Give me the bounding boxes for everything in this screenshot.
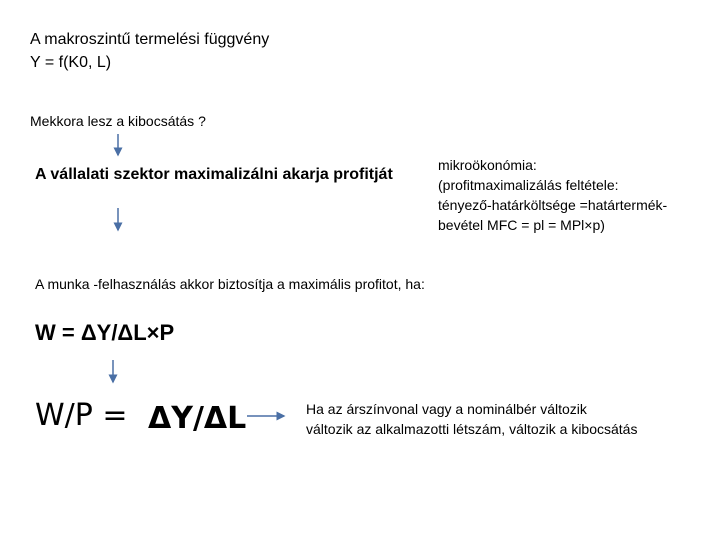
labor-condition-text: A munka -felhasználás akkor biztosítja a maximális profitot, ha: <box>35 276 425 292</box>
profit-maximization-statement: A vállalati szektor maximalizálni akarja profitját <box>35 166 393 183</box>
production-function-formula: Y = f(K0, L) <box>30 54 112 71</box>
real-wage-equation-right: ΔY/ΔL <box>148 401 247 436</box>
slide-title: A makroszintű termelési függvény <box>30 31 270 48</box>
micro-line-1: mikroökonómia: <box>438 157 537 173</box>
wage-equation: W = ΔY/ΔL×P <box>35 320 175 345</box>
output-question: Mekkora lesz a kibocsátás ? <box>30 113 206 129</box>
micro-line-4: bevétel MFC = pl = MPl×p) <box>438 217 605 233</box>
note-line-2: változik az alkalmazotti létszám, változik a kibocsátás <box>306 421 638 437</box>
micro-line-3: tényező-határköltsége =határtermék- <box>438 197 668 213</box>
micro-line-2: (profitmaximalizálás feltétele: <box>438 177 619 193</box>
real-wage-equation-left: W/P = <box>35 398 128 433</box>
note-line-1: Ha az árszínvonal vagy a nominálbér változik <box>306 401 587 417</box>
